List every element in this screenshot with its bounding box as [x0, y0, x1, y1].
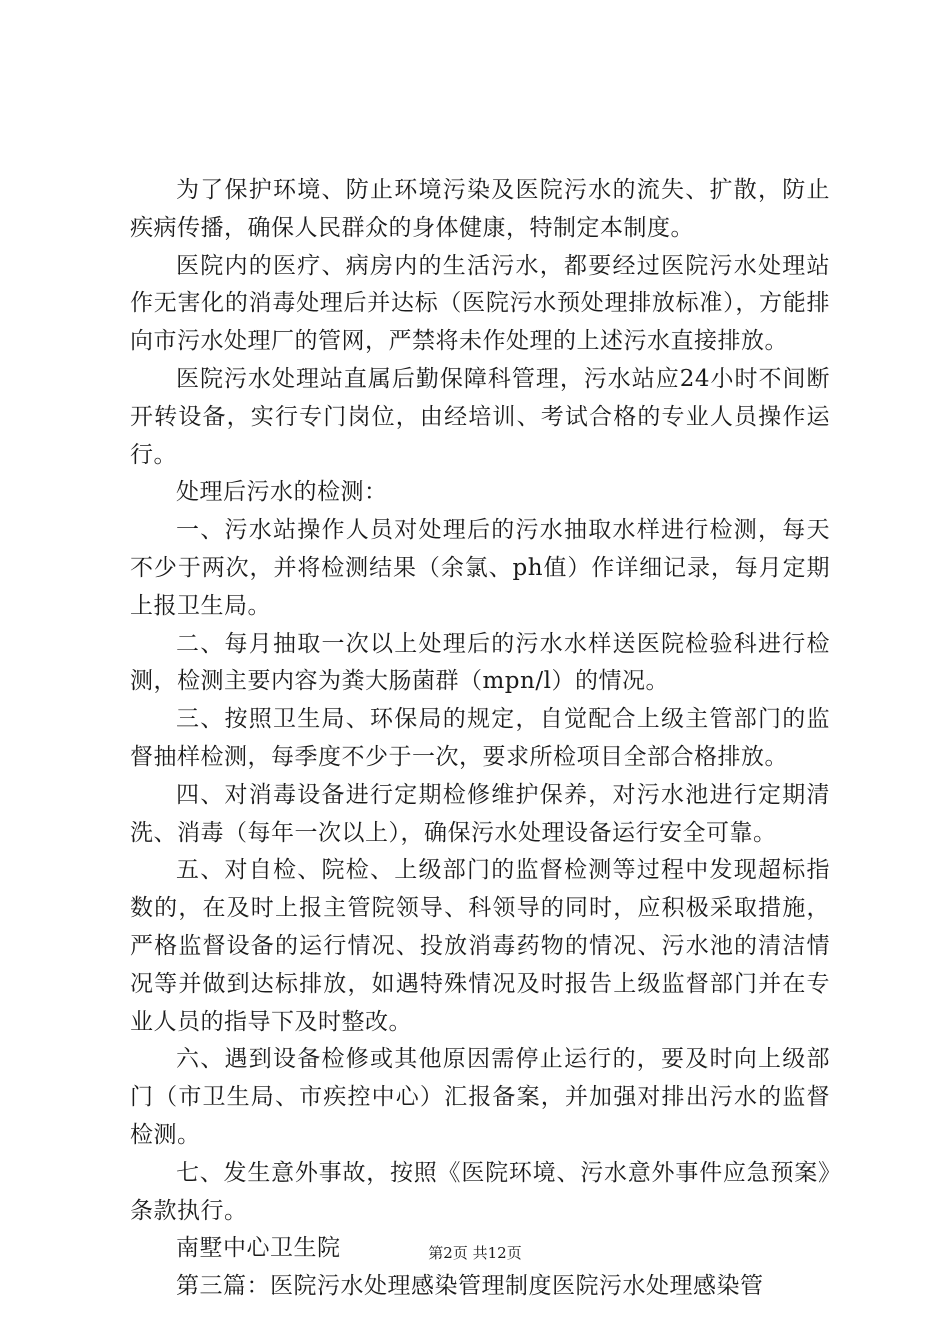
paragraph-intro: 为了保护环境、防止环境污染及医院污水的流失、扩散，防止疾病传播，确保人民群众的身体健康，特制定本制度。	[130, 177, 830, 241]
paragraph-item-2: 二、每月抽取一次以上处理后的污水水样送医院检验科进行检测，检测主要内容为粪大肠菌群（mpn/l）的情况。	[130, 630, 830, 695]
paragraph-item-4: 四、对消毒设备进行定期检修维护保养，对污水池进行定期清洗、消毒（每年一次以上），确保污水处理设备运行安全可靠。	[130, 781, 830, 846]
paragraph-item-5: 五、对自检、院检、上级部门的监督检测等过程中发现超标指数的，在及时上报主管院领导、科领导的同时，应积极采取措施，严格监督设备的运行情况、投放消毒药物的情况、污水池的清洁情况等并做到达标排放，如遇特殊情况及时报告上级监督部门并在专业人员的指导下及时整改。	[130, 857, 830, 1035]
page-footer: 第2页 共12页	[428, 1244, 522, 1262]
paragraph-item-3: 三、按照卫生局、环保局的规定，自觉配合上级主管部门的监督抽样检测，每季度不少于一次，要求所检项目全部合格排放。	[130, 706, 830, 770]
paragraph-item-7: 七、发生意外事故，按照《医院环境、污水意外事件应急预案》条款执行。	[130, 1159, 830, 1224]
paragraph-station-management: 医院污水处理站直属后勤保障科管理，污水站应24小时不间断开转设备，实行专门岗位，由经培训、考试合格的专业人员操作运行。	[130, 365, 830, 468]
paragraph-signature: 南墅中心卫生院	[176, 1235, 341, 1262]
paragraph-next-section: 第三篇：医院污水处理感染管理制度医院污水处理感染管	[176, 1273, 764, 1300]
paragraph-item-1: 一、污水站操作人员对处理后的污水抽取水样进行检测，每天不少于两次，并将检测结果（余氯、ph值）作详细记录，每月定期上报卫生局。	[130, 517, 830, 619]
paragraph-item-6: 六、遇到设备检修或其他原因需停止运行的，要及时向上级部门（市卫生局、市疾控中心）汇报备案，并加强对排出污水的监督检测。	[130, 1046, 830, 1148]
paragraph-testing-heading: 处理后污水的检测：	[176, 479, 388, 506]
paragraph-sewage-treatment: 医院内的医疗、病房内的生活污水，都要经过医院污水处理站作无害化的消毒处理后并达标（医院污水预处理排放标准），方能排向市污水处理厂的管网，严禁将未作处理的上述污水直接排放。	[130, 252, 830, 355]
document-body	[130, 172, 830, 1306]
